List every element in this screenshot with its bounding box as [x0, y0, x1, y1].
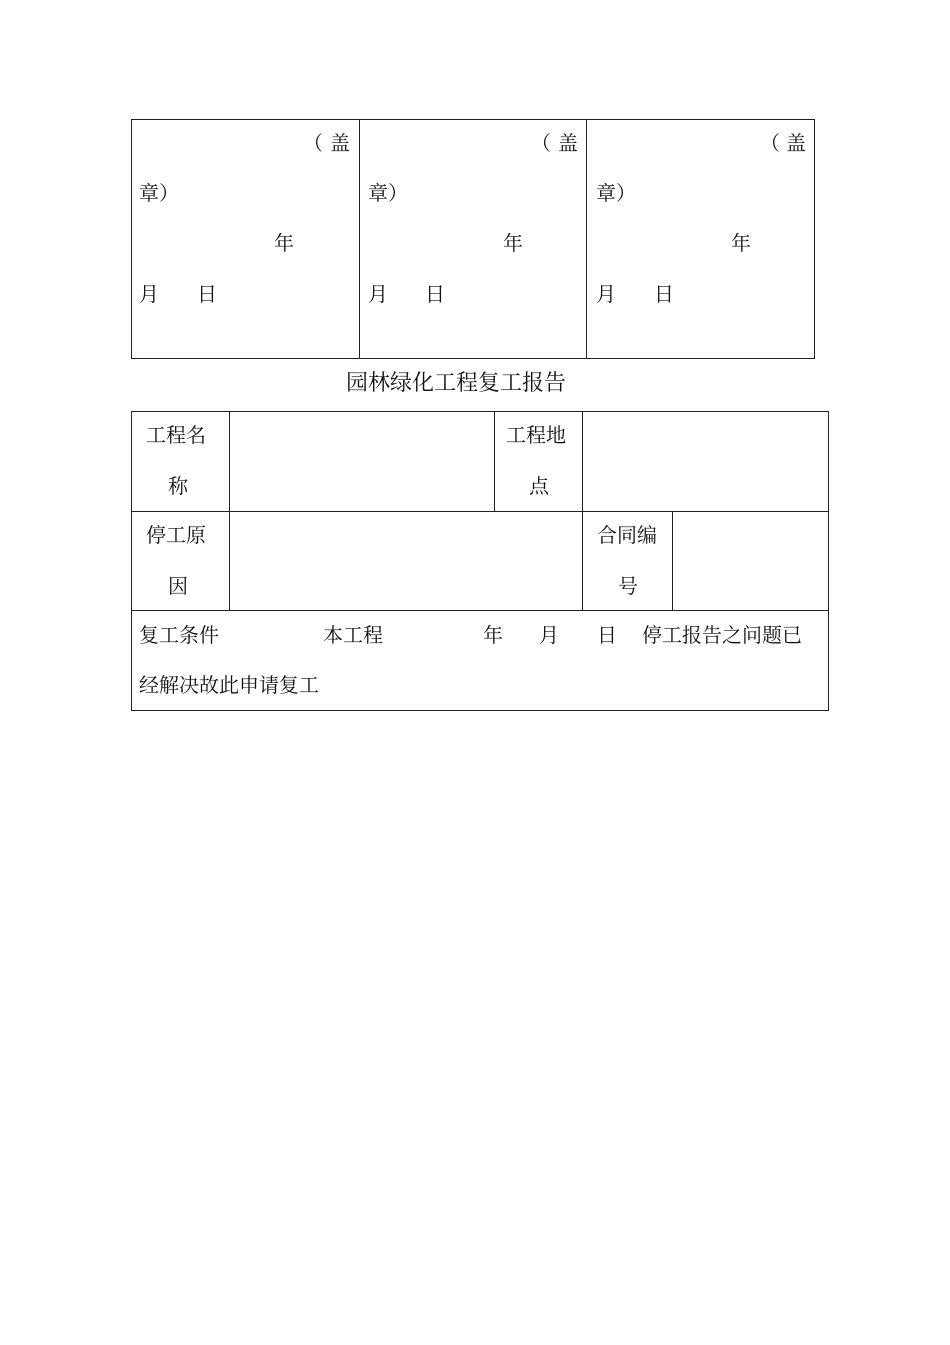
stamp-day: 日 [425, 282, 445, 306]
row2-divider-b [672, 511, 673, 610]
row1-divider-b [582, 411, 583, 511]
stamp-zhang: 章） [596, 181, 636, 205]
stamp-month: 月 [368, 282, 388, 306]
contract-no-field[interactable] [674, 513, 827, 608]
resume-day: 日 [597, 623, 617, 647]
stamp-paren: （ [531, 131, 551, 155]
stamp-day: 日 [654, 282, 674, 306]
contract-no-label-line1: 合同编 [597, 523, 657, 547]
project-location-label-line1: 工程地 [506, 423, 566, 447]
resume-month: 月 [539, 623, 559, 647]
stamp-paren: （ [303, 131, 323, 155]
stamp-divider-2 [586, 119, 587, 359]
resume-text-project: 本工程 [323, 623, 383, 647]
row-divider-2 [131, 610, 829, 611]
resume-year: 年 [483, 623, 503, 647]
row1-divider-a [494, 411, 495, 511]
project-name-field[interactable] [231, 413, 492, 509]
stamp-zhang: 章） [368, 181, 408, 205]
stamp-year: 年 [274, 231, 294, 255]
stamp-month: 月 [139, 282, 159, 306]
stamp-zhang: 章） [139, 181, 179, 205]
row-divider-1 [131, 511, 829, 512]
stamp-year: 年 [731, 231, 751, 255]
stamp-gai: 盖 [558, 131, 578, 155]
stop-reason-field[interactable] [231, 513, 580, 608]
report-title: 园林绿化工程复工报告 [346, 371, 567, 396]
resume-text-request: 经解决故此申请复工 [139, 673, 319, 697]
resume-text-issue: 停工报告之问题已 [642, 623, 802, 647]
stamp-block-frame [131, 119, 815, 359]
stamp-gai: 盖 [786, 131, 806, 155]
project-name-label-line2: 称 [168, 474, 188, 498]
stamp-day: 日 [197, 282, 217, 306]
stop-reason-label-line1: 停工原 [146, 523, 206, 547]
project-name-label-line1: 工程名 [146, 423, 206, 447]
resume-condition-label: 复工条件 [139, 623, 219, 647]
row2-divider-a [582, 511, 583, 610]
project-location-field[interactable] [584, 413, 827, 509]
stamp-paren: （ [760, 131, 780, 155]
stamp-year: 年 [503, 231, 523, 255]
project-location-label-line2: 点 [529, 474, 549, 498]
stamp-divider-1 [359, 119, 360, 359]
label-column-divider [229, 411, 230, 610]
contract-no-label-line2: 号 [618, 574, 638, 598]
stop-reason-label-line2: 因 [168, 574, 188, 598]
stamp-month: 月 [596, 282, 616, 306]
stamp-gai: 盖 [330, 131, 350, 155]
